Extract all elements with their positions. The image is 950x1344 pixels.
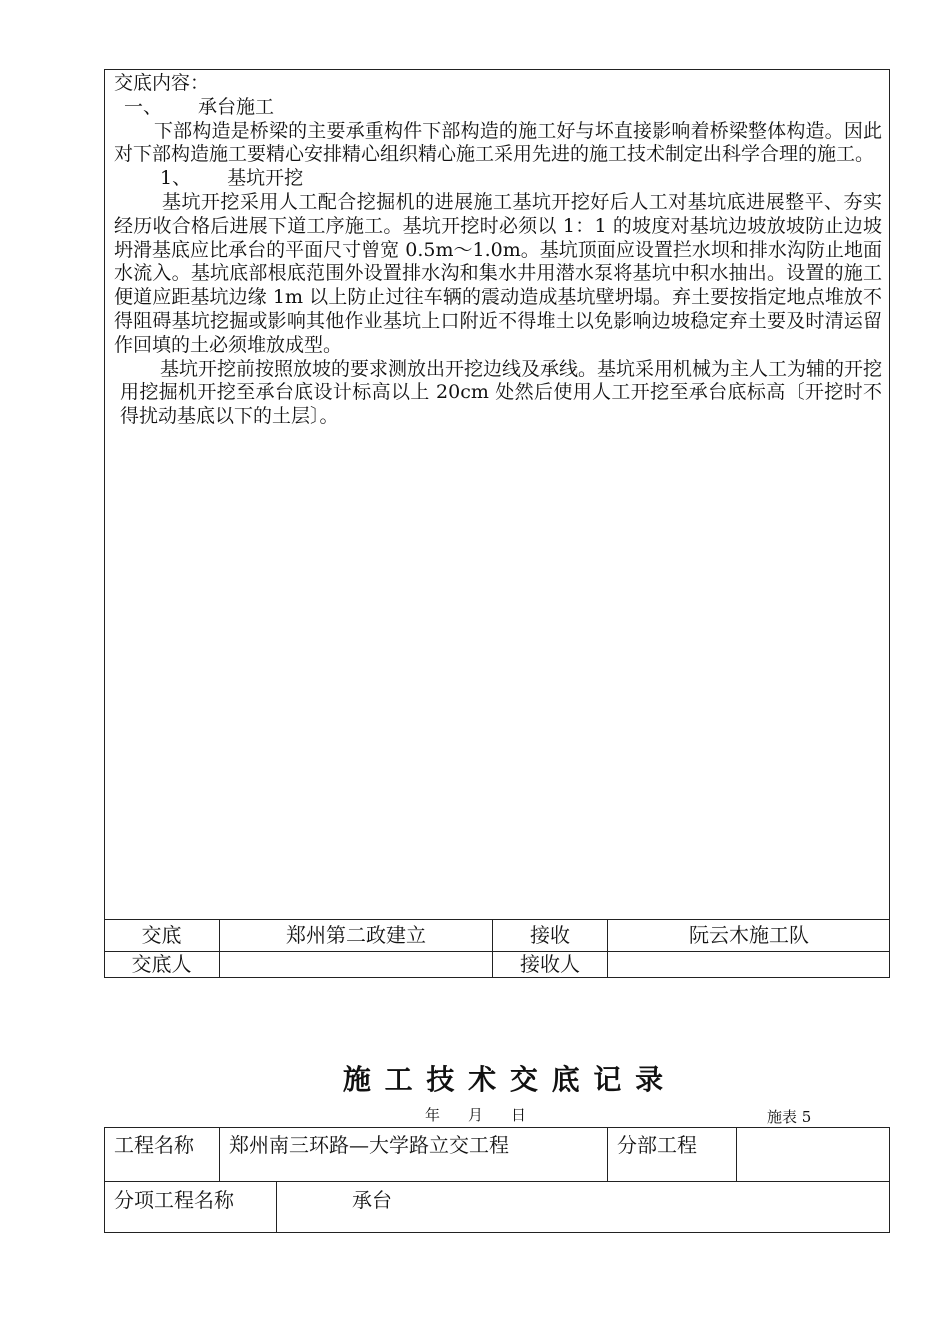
handover-person-label: 交底人 (131, 952, 192, 976)
content-label: 交底内容： (114, 72, 210, 94)
info-row-divider (104, 1181, 890, 1182)
form-title: 施 工 技 术 交 底 记 录 (342, 1063, 666, 1096)
form-number: 施表 5 (767, 1108, 812, 1126)
date-day: 日 (511, 1106, 527, 1124)
handover-person-value[interactable] (220, 950, 492, 978)
section-heading (114, 96, 882, 120)
subsection-heading-number: 1、 (160, 167, 192, 190)
info-col-divider-2 (607, 1127, 608, 1182)
item-value[interactable]: 承台 (352, 1188, 392, 1212)
intro-paragraph: 下部构造是桥梁的主要承重构件下部构造的施工好与坏直接影响着桥梁整体构造。因此对下部构造施工要精心安排精心组织精心施工采用先进的施工技术制定出科学合理的施工。 (114, 119, 882, 166)
item-label: 分项工程名称 (114, 1188, 234, 1212)
paragraph-excavation: 基坑开挖采用人工配合挖掘机的进展施工基坑开挖好后人工对基坑底进展整平、夯实经历收合格后进展下道工序施工。基坑开挖时必须以 1：1 的坡度对基坑边坡放坡防止边坡坍滑基底应比承台的平面尺寸曾宽 0.5m～1.0m。基坑顶面应设置拦水坝和排水沟防止地面水流入。基坑底部根底范围外设置排水沟和集水井用潜水泵将基坑中积水抽出。设置的施工便道应距基坑边缘 1m 以上防止过往车辆的震动造成基坑壁坍塌。弃土要按指定地点堆放不得阻碍基坑挖掘或影响其他作业基坑上口附近不得堆土以免影响边坡稳定弃土要及时清运留作回填的土必须堆放成型。 (114, 190, 882, 356)
date-month: 月 (468, 1106, 484, 1124)
receiver-unit: 阮云木施工队 (689, 923, 809, 947)
project-name-label: 工程名称 (114, 1133, 194, 1157)
project-name-value[interactable]: 郑州南三环路—大学路立交工程 (229, 1133, 509, 1157)
handover-label: 交底 (141, 923, 182, 947)
date-line (425, 1104, 526, 1125)
content-body (114, 72, 882, 429)
info-col-divider-4 (276, 1181, 277, 1233)
info-col-divider-3 (736, 1127, 737, 1182)
receiver-label: 接收 (530, 923, 570, 947)
section-heading-title: 承台施工 (198, 95, 275, 118)
section-heading-number: 一、 (124, 95, 163, 118)
division-label: 分部工程 (617, 1133, 697, 1157)
subsection-heading (114, 167, 882, 191)
receiver-person-label: 接收人 (520, 952, 580, 976)
handover-unit: 郑州第二政建立 (286, 923, 426, 947)
paragraph-excavation-method: 基坑开挖前按照放坡的要求测放出开挖边线及承线。基坑采用机械为主人工为辅的开挖用挖掘机开挖至承台底设计标高以上 20cm 处然后使用人工开挖至承台底标高〔开挖时不得扰动基底以下的土层〕。 (120, 357, 883, 428)
receiver-person-value[interactable] (608, 950, 890, 978)
info-col-divider-1 (219, 1127, 220, 1182)
date-year: 年 (425, 1106, 441, 1124)
subsection-heading-title: 基坑开挖 (227, 167, 304, 190)
